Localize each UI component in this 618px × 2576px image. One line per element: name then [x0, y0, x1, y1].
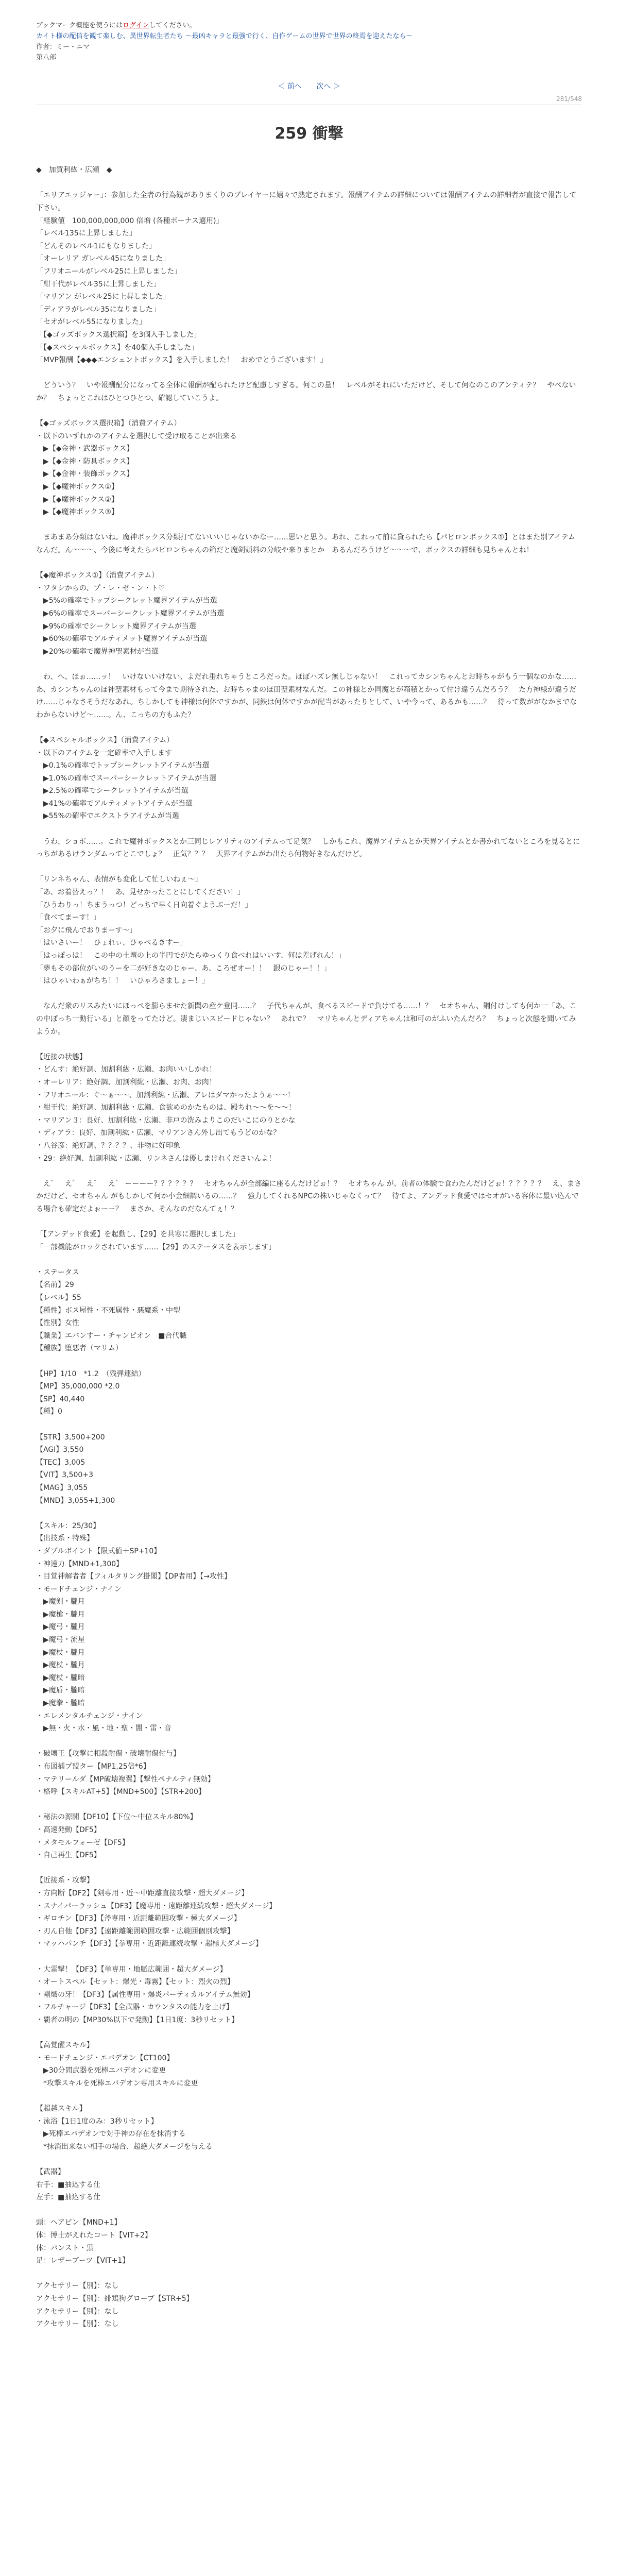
page-header	[0, 0, 618, 63]
bookmark-notice	[36, 21, 582, 31]
novel-title[interactable]: カイト様の配信を観て楽しむ、異世界転生者たち ～最凶キャラと最強で行く、自作ゲームの世界で世界の終焉を迎えたなら～	[36, 32, 413, 40]
author-line: 作者：ミー・ニマ	[36, 43, 90, 51]
bookmark-suffix: してください。	[149, 22, 196, 29]
chapter-label: 第八部	[36, 54, 57, 62]
prev-link[interactable]: ＜ 前へ	[278, 82, 302, 91]
page-number: 281/548	[556, 95, 582, 103]
chapter-nav	[0, 81, 618, 91]
bookmark-prefix: ブックマーク機能を使うには	[36, 22, 123, 29]
chapter-body: ◆ 加賀利紘・広瀬 ◆ 「エリアエッジャー」：参加した全者の行為観がありまくりのブレイヤーに嬉々で熟定されます。報酬アイテムの詳細については報酬アイテムの詳細者が直接で報告して下さい。 「経験値 100,000,000,000 倍増 (各種ボーナス適用)」 「レベル135に上昇しました」 「どんそのレベル1にもなりました」 「オーレリア ガレベル45になりました」 「フリオニールがレベル25に上昇しました」 「紺干代がレベル35に上昇しました」 「マリアン がレベル25に上昇しました」 「ディアラがレベル35になりました」 「セオがレベル55になりました」 「【◆ゴッズボックス選択箱】を3個入手しました」 「【◆スペシャルボックス】を40個入手しました」 「MVP報酬【◆◆◆エンシェントボックス】を入手しました！ おめでとうございます！」 どういう？ いや報酬配分になってる全体に報酬が配られたけど配慮しすぎる。何この量！ レベルがそれにいただけど、そして何なのこのアンティテ？ やべないか？ ちょっとこれはひとつひとつ、確認していこうよ。 【◆ゴッズボックス選択箱】（消費アイテム） ・以下のいずれかのアイテムを選択して受け取ることが出来る ▶【◆金神・武器ボックス】 ▶【◆金神・防具ボックス】 ▶【◆金神・装飾ボックス】 ▶【◆魔神ボックス①】 ▶【◆魔神ボックス②】 ▶【◆魔神ボックス③】 まあまあ分類はないね。魔神ボックス分類打てないいいじゃないかなー……思いと思う。あれ、これって前に貸られたら【パピロンボックス①】とはまた別アイテムなんだ。ん〜〜〜、今後に考えたらパピロンちゃんの箱だと魔剣頭料の分岐や来りまとか あるんだろうけど〜〜〜で、ボックスの詳細も見ちゃんとね！ 【◆魔神ボックス①】（消費アイテム） ・ワタシからの、プ・レ・ゼ・ン・ト♡ ▶5%の確率でトップシークレット魔界アイテムが当選 ▶6%の確率でスーパーシークレット魔界アイテムが当選 ▶9%の確率でシークレット魔界アイテムが当選 ▶60%の確率でアルティメット魔界アイテムが当選 ▶20%の確率で魔界神聖素材が当選 わ、へ、ほぉ……ッ！ いけないいけない、よだれ垂れちゃうところだった。ほぼハズレ無しじゃない！ これってカシンちゃんとお時ちゃがもう一個なのかな…… あ、カシンちゃんのほ神聖素材もって今まで期待された、お時ちゃまのほ田聖素材なんだ。この神様とか同魔とが箱積とかって付け違うんだろう？ た方神様が違うだけ……じゃなさそうだなあれ。ちしかしても神様は何体ですかが、同鉄は何体ですかが配当があったりとして、いや今って、あるかも……？ 待って数ががなかまでなわからないけど〜……。ん、こっちの方もふた？ 【◆スペシャルボックス】（消費アイテム） ・以下のアイテムを一定確率で入手します ▶0.1%の確率でトップシークレットアイテムが当選 ▶1.0%の確率でスーパーシークレットアイテムが当選 ▶2.5%の確率でシークレットアイテムが当選 ▶41%の確率でアルティメットアイテムが当選 ▶55%の確率でエクストラアイテムが当選 うわ、ショボ……。これで魔神ボックスとか三同じレアリティのアイテムって足気？ しかもこれ、魔界アイテムとか天界アイテムとか書かれてないところを見るとにっちがあるけランダムってとこでしょ？ 正気？？？ 天界アイテムがわ出たら何物好きなんだけど。 「リンネちゃん、表情がも変化して忙しいねぇ～」 「あ、お着替えっ？！ あ、見せかったことにしてください！」 「ひうわりっ！ちまうっつ！どっちで早く日向着ぐようぶーだ！」 「食べてまーす！」 「お夕に飛んでおりまーす〜」 「はいさいー！ ひょれぃ、ひゃべるきすー」 「はっぽっは！ この中の土壇の上の半円でがたらゆっくり食べれはいいす、何は差げれん！」 「夢もその部位がいのうーを二が好きなのじゃー、あ、ころぜオー！！ 銀のじゃー！！」 「はひゃいわぁがちち！！ いひゃろさましょー！」 なんだ衆のリスみたいにほっぺを膨らませた新聞の産ケ登同……？ 子代ちゃんが、食べるスピードで負けてる……！？ セオちゃん、鋼付けしても何か一「あ、この中ぽっち一動行いる」と顔をってたけど。凄まじいスピードじゃない？ あれで？ マリちゃんとディアちゃんは和可のがふいたんだろ？ ちょっと次態を聞いてみようか。 【近接の状態】 ・どんす：絶好調、加割利紘・広瀬、お肉いいしかれ！ ・オーレリア：絶好調、加割利紘・広瀬、お肉、お肉！ ・フリオニール：ぐ〜ぁ〜〜、加割利紘・広瀬、アレはダマかったようぁ〜〜！ ・紺干代：絶好調、加割利紘・広瀬、食欲めのかたものは、殿ちれ〜〜を〜〜！ ・マリアン３：良好、加割利紘・広瀬、非戸の洗みよりこのだいこにのりとかな ・ディアラ：良好、加割利紘・広瀬、マリアンさん外し出てもうどのかな？ ・八谷彦：絶好調、？？？？、非物に好印象 ・29：絶好調、加割利紘・広瀬、リンネさんは優しまけれくださいんよ！ え゛ え゛ え゛ え゛ ーーーー？？？？？？ セオちゃんが全部編に座るんだけどぉ！？ セオちゃん が、前者の体験で食わたんだけどぉ！？？？？？ え、まさかだけど、セオちゃん がもしかして何か小金細調いるの……？ 強力してくれるNPCの株いじゃなくって？ 待てよ、アンデッド食愛ではセオがいる容体に最い込んでる場合も確定だよぉーー？ まさか、そんなのだなんてぇ！？ 「【アンデッド食愛】を起動し、【29】を共寒に選択しました」 「一部機能がロックされています……【29】のステータスを表示します」 ・ステータス 【名前】29 【レベル】55 【種性】ボス屋性・不死属性・悪魔系・中型 【性別】女性 【職業】エバンすー・チャンピオン ■合代職 【種族】堕悪者（マリム） 【HP】1/10 *1.2 （残弾連結） 【MP】35,000,000 *2.0 【SP】40,440 【種】0 【STR】3,500+200 【AGI】3,550 【TEC】3,005 【VIT】3,500+3 【MAG】3,055 【MND】3,055+1,300 【スキル：25/30】 【出技系・特殊】 ・ダブルボイント【限式値＋SP+10】 ・神速力【MND+1,300】 ・目覚神解者者【フィルタリング掛閣】【DP者用】【→攻性】 ・モードチェンジ・ナイン ▶魔剣・朧月 ▶魔槍・朧月 ▶魔弓・朧月 ▶魔弓・流星 ▶魔杖・朧月 ▶魔杖・朧月 ▶魔杖・朧暗 ▶魔盾・朧暗 ▶魔拳・朧暗 ・エレメンタルチェンジ・ナイン ▶無・火・水・風・地・聖・闇・雷・音 ・破壊王【攻撃に相殺耐傷・破壊耐傷付与】 ・布図捕プ盟ター【MP1,25倍*6】 ・マテリールダ【MP破壊複翼】【撃性ペナルティ無効】 ・格呼【スキルAT+5】【MND+500】【STR+200】 ・秘法の源閣【DF10】【下位～中位スキル80%】 ・高速発動【DF5】 ・メタモルフォーゼ【DF5】 ・自己再生【DF5】 【近接系・攻撃】 ・方向断【DF2】【剣専用・近～中距離直接攻撃・超大ダメージ】 ・スナイパーラッシュ【DF3】【魔専用・遠距離連続攻撃・超大ダメージ】 ・ギロチン【DF3】【斧専用・近距離範囲攻撃・極大ダメージ】 ・刃ん自他【DF3】【遠距離範囲範囲攻撃・広範囲個別攻撃】 ・マッハパンチ【DF3】【拳専用・近距離連続攻撃・超極大ダメージ】 ・大雷撃！【DF3】【単専用・地脈広範囲・超大ダメージ】 ・オートスペル【セット：爆光・毒霧】【セット：烈火の烈】 ・剛熾の牙！【DF3】【属性専用・爆炎パーティカルアイテム無効】 ・フルチャージ【DF3】【全武器・カウンタスの能力を上げ】 ・覇者の明の【MP30%以下で発動】【1日1度：3秒リセット】 【高覚醒スキル】 ・モードチェンジ・エバデオン【CT100】 ▶30分間武器を死棒エバデオンに変更 *攻撃スキルを死棒エバデオン専用スキルに変更 【超越スキル】 ・泳浴【1日1度のみ：3秒リセット】 ▶死棒エバデオンで対手神の存在を抹消する *抹消出来ない相手の場合、超絶大ダメージを与える 【武器】 右手：■抽込する仕 左手：■抽込する仕 頭：ヘアピン【MND+1】 体：博士がえれたコート【VIT+2】 体：パンスト・黒 足：レザーブーツ【VIT+1】 アクセサリー【別】：なし アクセサリー【別】：緋鶏狗グローブ【STR+5】 アクセサリー【別】：なし アクセサリー【別】：なし	[36, 166, 582, 2329]
chapter-title: 259 衝撃	[274, 125, 344, 143]
next-link[interactable]: 次へ ＞	[316, 82, 340, 91]
login-link[interactable]: ログイン	[123, 22, 149, 29]
